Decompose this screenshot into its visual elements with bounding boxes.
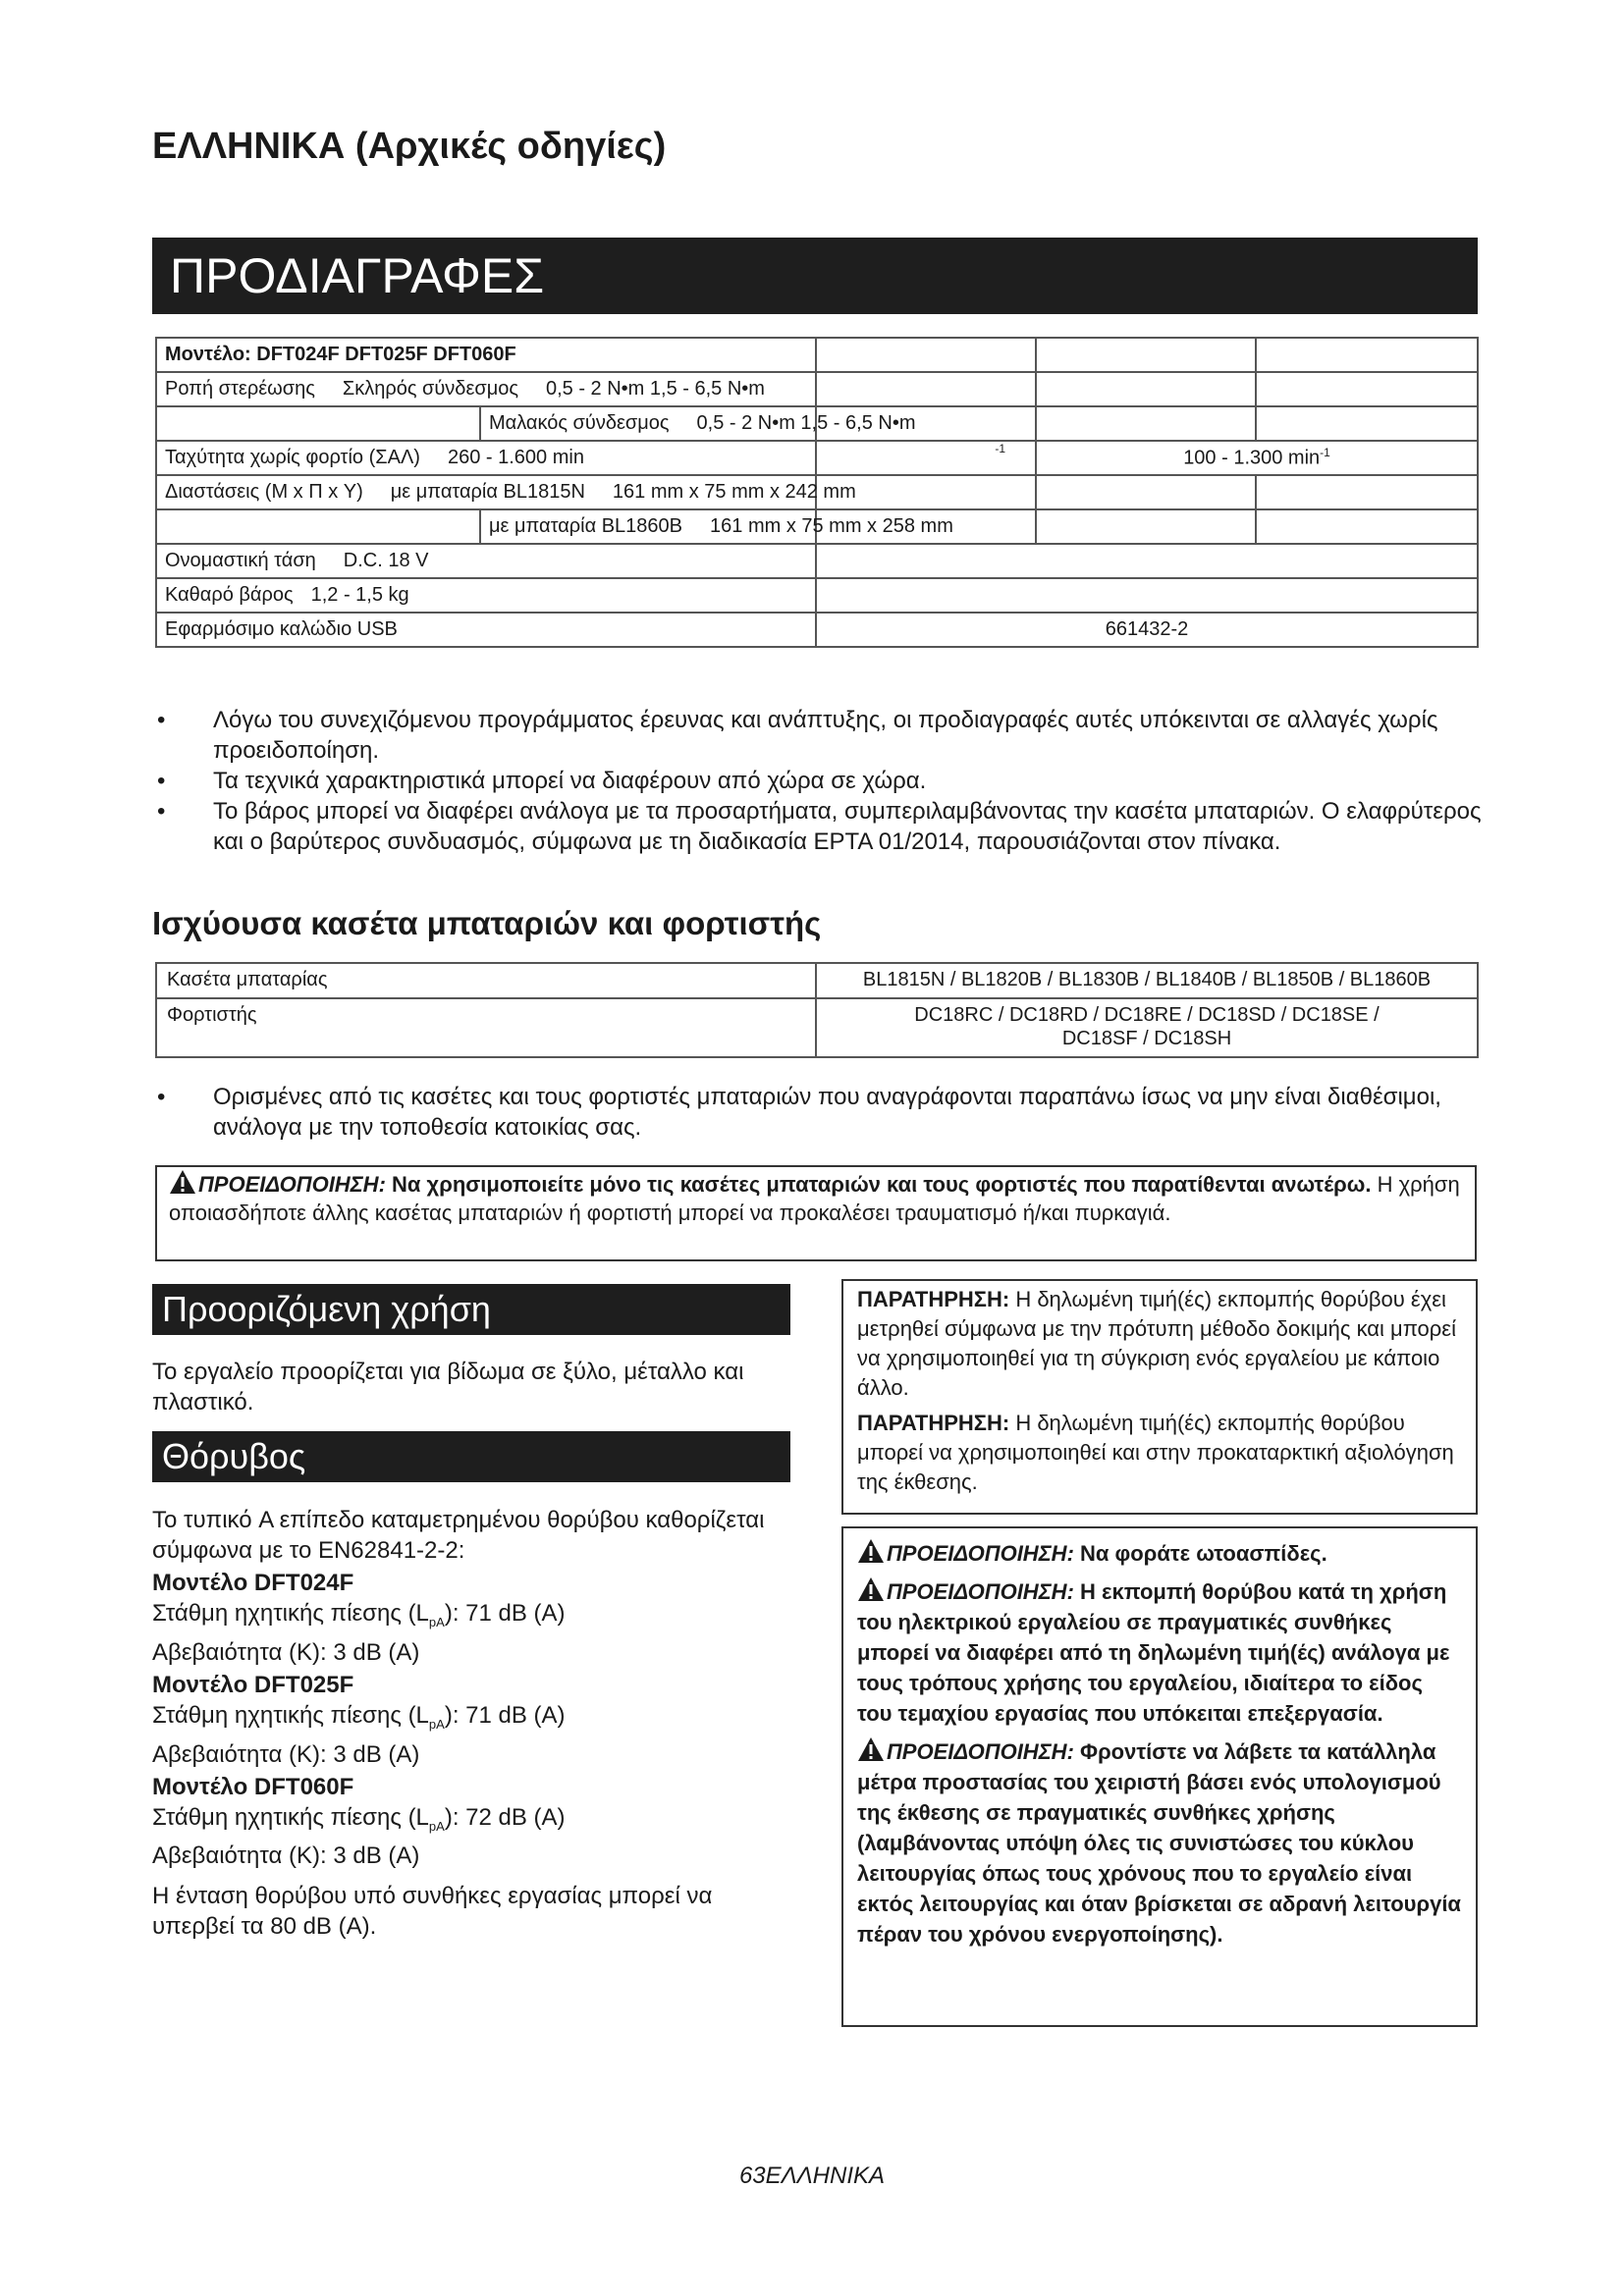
- warning-text: Η χρήση οποιασδήποτε άλλης κασέτας μπαταριών ή φορτιστή μπορεί να προκαλέσει τραυματισμό ή/και πυρκαγιά.: [169, 1172, 1460, 1225]
- warning-triangle-icon: [857, 1538, 885, 1564]
- speed-value-cell: 100 - 1.300 $\min^{-1}$: [1036, 441, 1478, 475]
- note-item: ΠΑΡΑΤΗΡΗΣΗ: Η δηλωμένη τιμή(ές) εκπομπής θορύβου μπορεί να χρησιμοποιηθεί και στην προκαταρκτική αξιολόγηση της έκθεσης.: [857, 1411, 1454, 1494]
- cartridge-value-cell: BL1815N / BL1820B / BL1830B / BL1840B / BL1850B / BL1860B: [816, 963, 1478, 998]
- pressure-level: Στάθμη ηχητικής πίεσης $(L_{pA})$: 72 dB (A): [152, 1803, 566, 1834]
- uncertainty: Αβεβαιότητα (K): 3 dB (A): [152, 1842, 420, 1870]
- notes-box: [841, 1279, 1478, 1515]
- model-name: Μοντέλο DFT060F: [152, 1773, 354, 1800]
- noise-heading: Θόρυβος: [152, 1431, 790, 1482]
- voltage-cell: Ονομαστική τάση D.C. 18 V: [156, 544, 816, 578]
- table-row: [156, 338, 1478, 372]
- usb-label-cell: Εφαρμόσιμο καλώδιο USB: [156, 613, 816, 647]
- warning-bold-text: Να χρησιμοποιείτε μόνο τις κασέτες μπαταριών και τους φορτιστές που παρατίθενται ανωτέρω.: [392, 1172, 1372, 1197]
- noise-outro: Η ένταση θορύβου υπό συνθήκες εργασίας μπορεί να υπερβεί τα 80 dB (A).: [152, 1883, 713, 1941]
- spec-notes-list: [152, 705, 1488, 857]
- charger-value-cell: DC18RC / DC18RD / DC18RE / DC18SD / DC18SE / DC18SF / DC18SH: [816, 998, 1478, 1057]
- warning-triangle-icon: [169, 1169, 196, 1195]
- warning-triangle-icon: [857, 1576, 885, 1602]
- cartridge-label-cell: Κασέτα μπαταρίας: [156, 963, 816, 998]
- dimensions-cell: Διαστάσεις (Μ x Π x Υ) με μπαταρία BL1815N 161 mm x 75 mm x 242 mm: [156, 475, 816, 509]
- warning-item: ΠΡΟΕΙΔΟΠΟΙΗΣΗ: Φροντίστε να λάβετε τα κατάλληλα μέτρα προστασίας του χειριστή βάσει ενός υπολογισμού της έκθεσης σε πραγματικές συνθήκες χρήσης (λαμβάνοντας υπόψη όλες τις συνιστώσες του κύκλου λειτουργίας όπως τους χρόνους που το εργαλείο είναι εκτός λειτουργίας και όταν βρίσκεται σε αδρανή λειτουργία πέραν του χρόνου ενεργοποίησης).: [857, 1736, 1462, 1949]
- specifications-table: [155, 337, 1479, 648]
- table-row: Ταχύτητα χωρίς φορτίο (ΣΑΛ) 260 - 1.600 min $^{-1}$ 100 - 1.300 $\min^{-1}$: [156, 441, 1478, 475]
- note-item: ΠΑΡΑΤΗΡΗΣΗ: Η δηλωμένη τιμή(ές) εκπομπής θορύβου έχει μετρηθεί σύμφωνα με την πρότυπη μέθοδο δοκιμής και μπορεί να χρησιμοποιηθεί για τη σύγκριση ενός εργαλείου με κάποιο άλλο.: [857, 1287, 1457, 1400]
- table-row: [156, 509, 1478, 544]
- weight-cell: Καθαρό βάρος 1,2 - 1,5 kg: [156, 578, 816, 613]
- warning-label: ΠΡΟΕΙΔΟΠΟΙΗΣΗ:: [198, 1172, 386, 1197]
- speed-cell: Ταχύτητα χωρίς φορτίο (ΣΑΛ) 260 - 1.600 min: [156, 441, 816, 475]
- battery-warning-box: [155, 1165, 1477, 1261]
- noise-warnings-box: [841, 1526, 1478, 2027]
- table-row: [156, 475, 1478, 509]
- table-row: [156, 578, 1478, 613]
- model-name: Μοντέλο DFT024F: [152, 1570, 354, 1596]
- table-row: [156, 998, 1478, 1057]
- charger-label-cell: Φορτιστής: [156, 998, 816, 1057]
- torque-soft-cell: Μαλακός σύνδεσμος 0,5 - 2 N•m 1,5 - 6,5 N•m: [480, 406, 816, 441]
- table-row: [156, 963, 1478, 998]
- warning-item: ΠΡΟΕΙΔΟΠΟΙΗΣΗ: Να φοράτε ωτοασπίδες.: [857, 1538, 1462, 1569]
- dimensions-bat2-cell: με μπαταρία BL1860B 161 mm x 75 mm x 258 mm: [480, 509, 816, 544]
- torque-hard-cell: Ροπή στερέωσης Σκληρός σύνδεσμος 0,5 - 2 N•m 1,5 - 6,5 N•m: [156, 372, 816, 406]
- list-item: • Το βάρος μπορεί να διαφέρει ανάλογα με τα προσαρτήματα, συμπεριλαμβάνοντας την κασέτα μπαταριών. Ο ελαφρύτερος και ο βαρύτερος συνδυασμός, σύμφωνα με τη διαδικασία EPTA 01/2014, παρουσιάζονται στον πίνακα.: [152, 796, 1488, 857]
- table-row: [156, 406, 1478, 441]
- model-header-cell: Μοντέλο: DFT024F DFT025F DFT060F: [156, 338, 816, 372]
- intended-use-heading: Προοριζόμενη χρήση: [152, 1284, 790, 1335]
- intended-use-text: Το εργαλείο προορίζεται για βίδωμα σε ξύλο, μέταλλο και πλαστικό.: [152, 1359, 744, 1415]
- table-row: [156, 544, 1478, 578]
- noise-section: [152, 1505, 790, 1942]
- table-row: [156, 613, 1478, 647]
- battery-heading: Ισχύουσα κασέτα μπαταριών και φορτιστής: [152, 905, 822, 941]
- page-footer: 63ΕΛΛΗΝΙΚΑ: [738, 2163, 886, 2189]
- warning-triangle-icon: [857, 1736, 885, 1762]
- warning-item: ΠΡΟΕΙΔΟΠΟΙΗΣΗ: Η εκπομπή θορύβου κατά τη χρήση του ηλεκτρικού εργαλείου σε πραγματικές συνθήκες μπορεί να διαφέρει από τη δηλωμένη τιμή(ές) ανάλογα με τους τρόπους χρήσης του εργαλείου, ιδιαίτερα το είδος του τεμαχίου εργασίας που υπόκειται επεξεργασία.: [857, 1576, 1462, 1729]
- table-row: [156, 372, 1478, 406]
- battery-notes-list: [152, 1082, 1488, 1143]
- noise-intro: Το τυπικό A επίπεδο καταμετρημένου θορύβου καθορίζεται σύμφωνα με το EN62841-2-2:: [152, 1507, 765, 1564]
- uncertainty: Αβεβαιότητα (K): 3 dB (A): [152, 1740, 420, 1768]
- pressure-level: Στάθμη ηχητικής πίεσης $(L_{pA})$: 71 dB (A): [152, 1701, 566, 1732]
- pressure-level: Στάθμη ηχητικής πίεσης $(L_{pA})$: 71 dB (A): [152, 1600, 566, 1629]
- list-item: • Τα τεχνικά χαρακτηριστικά μπορεί να διαφέρουν από χώρα σε χώρα.: [152, 766, 1488, 796]
- model-name: Μοντέλο DFT025F: [152, 1671, 354, 1698]
- battery-table: [155, 962, 1479, 1058]
- uncertainty: Αβεβαιότητα (K): 3 dB (A): [152, 1638, 420, 1666]
- language-title: ΕΛΛΗΝΙΚΑ (Αρχικές οδηγίες): [152, 126, 667, 167]
- usb-value-cell: 661432-2: [816, 613, 1478, 647]
- specifications-heading: ΠΡΟΔΙΑΓΡΑΦΕΣ: [152, 238, 1478, 314]
- list-item: • Ορισμένες από τις κασέτες και τους φορτιστές μπαταριών που αναγράφονται παραπάνω ίσως να μην είναι διαθέσιμοι, ανάλογα με την τοποθεσία κατοικίας σας.: [152, 1082, 1488, 1143]
- list-item: • Λόγω του συνεχιζόμενου προγράμματος έρευνας και ανάπτυξης, οι προδιαγραφές αυτές υπόκεινται σε αλλαγές χωρίς προειδοποίηση.: [152, 705, 1488, 766]
